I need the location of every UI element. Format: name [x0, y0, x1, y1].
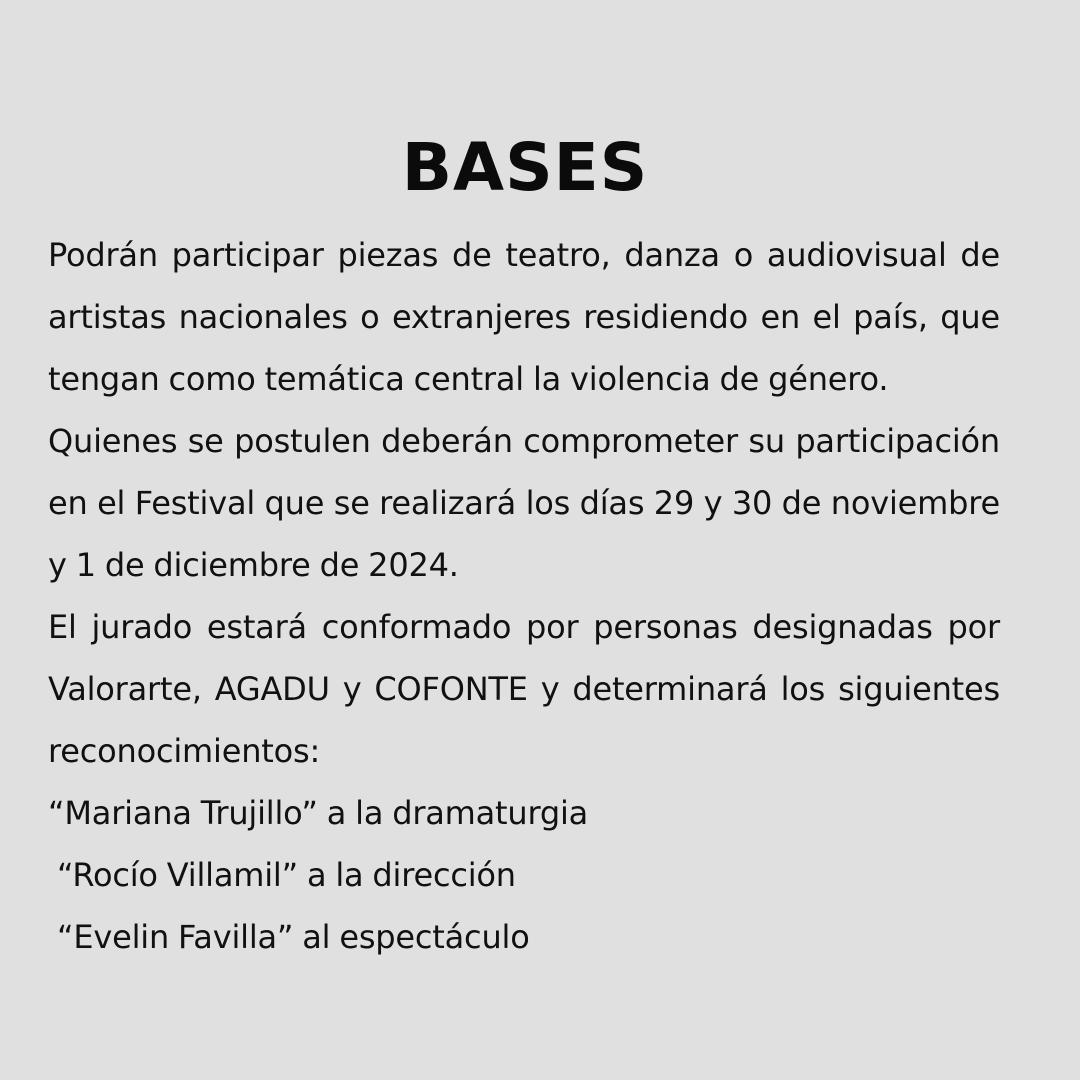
- award-direccion: “Rocío Villamil” a la dirección: [48, 856, 516, 894]
- award-espectaculo: “Evelin Favilla” al espectáculo: [48, 918, 530, 956]
- paragraph-jury: El jurado estará conformado por personas designadas por Valorarte, AGADU y COFONTE y determinará los siguientes reconocimientos:: [48, 608, 1000, 770]
- award-dramaturgia: “Mariana Trujillo” a la dramaturgia: [48, 794, 589, 832]
- bases-body: [48, 224, 1000, 968]
- paragraph-festival-dates: Quienes se postulen deberán comprometer su participación en el Festival que se realizará los días 29 y 30 de noviembre y 1 de diciembre de 2024.: [48, 422, 1000, 584]
- paragraph-participation: Podrán participar piezas de teatro, danza o audiovisual de artistas nacionales o extranjeres residiendo en el país, que tengan como temática central la violencia de género.: [48, 236, 1000, 398]
- page-title: BASES: [401, 129, 649, 206]
